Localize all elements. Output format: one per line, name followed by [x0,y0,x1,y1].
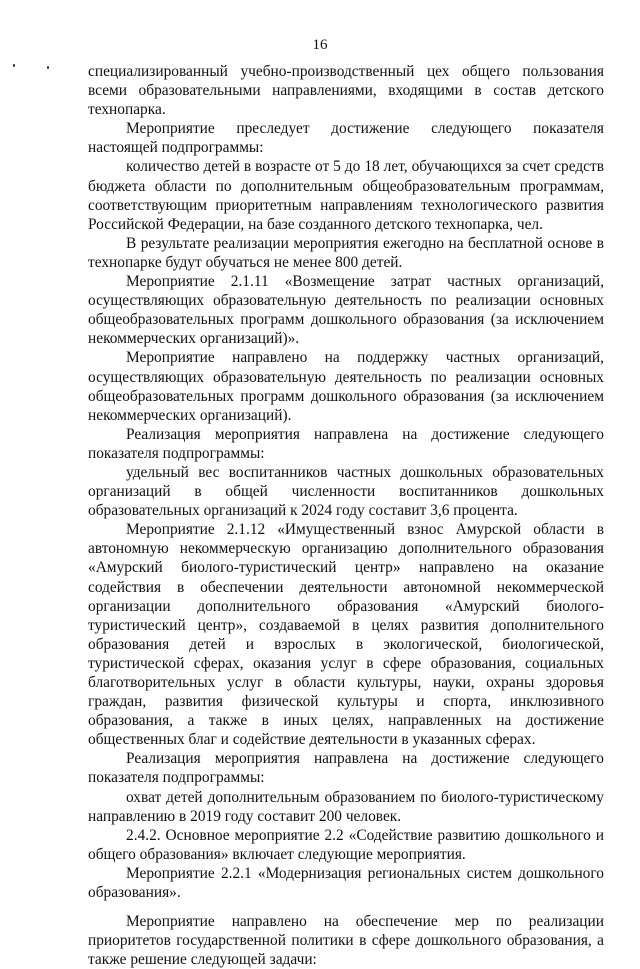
scan-speck [47,66,49,69]
paragraph: Мероприятие направлено на обеспечение мер по реализации приоритетов государственной политики в сфере дошкольного образования, а также решение следующей задачи: [88,913,604,969]
paragraph: Мероприятие направлено на поддержку частных организаций, осуществляющих образовательную деятельность по реализации основных общеобразовательных программ дошкольного образования (за исключением некоммерческих организаций). [88,349,604,424]
paragraph: В результате реализации мероприятия ежегодно на бесплатной основе в технопарке будут обучаться не менее 800 детей. [88,234,604,271]
paragraph: удельный вес воспитанников частных дошкольных образовательных организаций в общей численности воспитанников дошкольных образовательных организаций к 2024 году составит 3,6 процента. [88,463,604,520]
paragraph: Реализация мероприятия направлена на достижение следующего показателя подпрограммы: [88,425,604,462]
paragraph: 2.4.2. Основное мероприятие 2.2 «Содействие развитию дошкольного и общего образования» включает следующие мероприятия. [88,826,604,863]
paragraph: Мероприятие 2.1.12 «Имущественный взнос Амурской области в автономную некоммерческую организацию дополнительного образования «Амурский биолого-туристический центр» направлено на оказание содействия в обеспечении деятельности автономной некоммерческой организации дополнительного образования «Амурский биолого-туристический центр», создаваемой в целях развития дополнительного образования детей и взрослых в экологической, биологической, туристической сферах, оказания услуг в сфере образования, социальных благотворительных услуг в области культуры, науки, охраны здоровья граждан, развития физической культуры и спорта, инклюзивного образования, а также в иных целях, направленных на достижение общественных благ и содействие деятельности в указанных сферах. [88,521,604,749]
paragraph: специализированный учебно-производственный цех общего пользования всеми образовательными направлениями, входящими в состав детского технопарка. [88,63,604,119]
paragraph: Реализация мероприятия направлена на достижение следующего показателя подпрограммы: [88,750,604,787]
body-text [88,62,604,969]
paragraph: охват детей дополнительным образованием по биолого-туристическому направлению в 2019 году составит 200 человек. [88,788,604,825]
paragraph: Мероприятие 2.2.1 «Модернизация региональных систем дошкольного образования». [88,864,604,902]
paragraph: Мероприятие преследует достижение следующего показателя настоящей подпрограммы: [88,120,604,157]
paragraph: Мероприятие 2.1.11 «Возмещение затрат частных организаций, осуществляющих образовательную деятельность по реализации основных общеобразовательных программ дошкольного образования (за исключением некоммерческих организаций)». [88,273,604,348]
scan-speck [13,64,15,67]
paragraph: количество детей в возрасте от 5 до 18 лет, обучающихся за счет средств бюджета области по дополнительным общеобразовательным программам, соответствующим приоритетным направлениям технологического развития Российской Федерации, на базе созданного детского технопарка, чел. [88,158,604,233]
page-number: 16 [312,37,328,53]
